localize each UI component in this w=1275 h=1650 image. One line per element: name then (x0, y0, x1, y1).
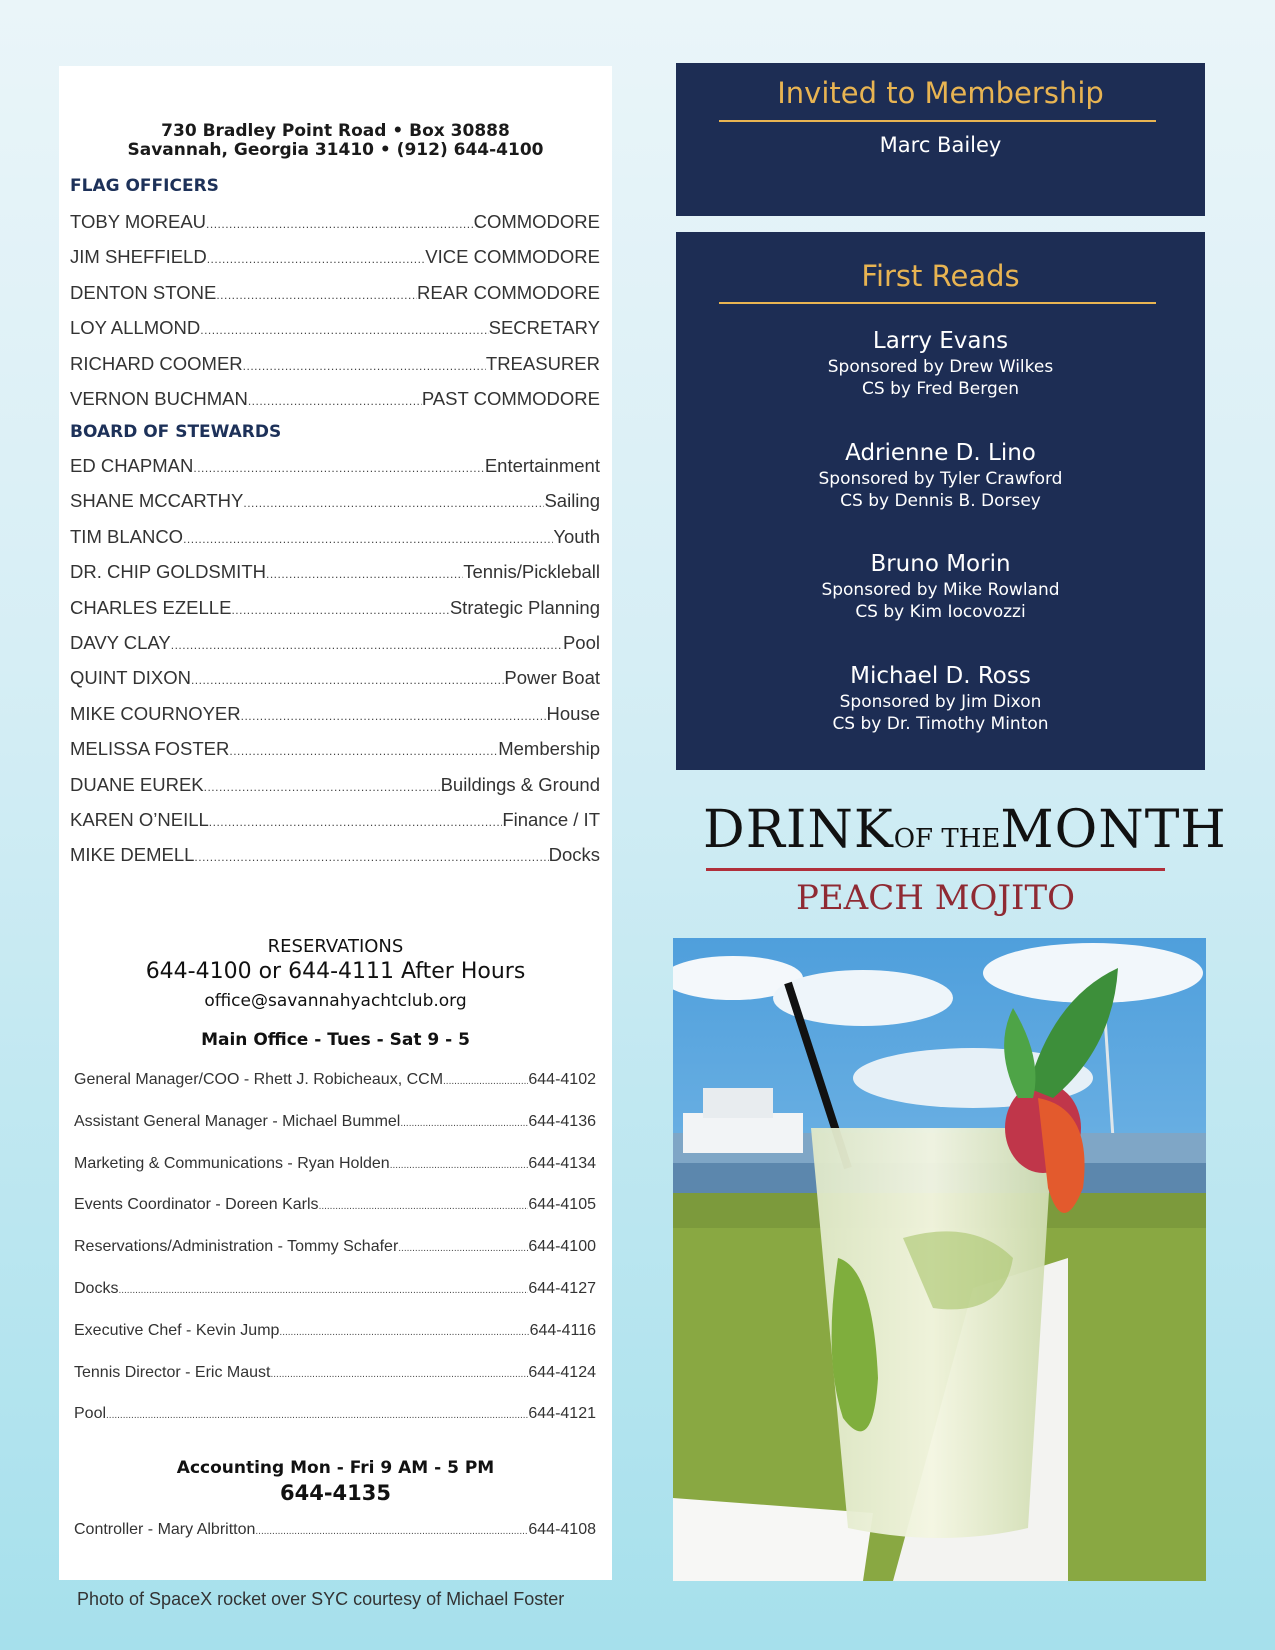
steward-row (70, 455, 600, 477)
leader-dots (271, 1369, 529, 1380)
steward-row-value: Entertainment (484, 455, 600, 476)
leader-dots (191, 673, 504, 687)
leader-dots (194, 850, 548, 864)
leader-dots (248, 394, 422, 408)
flag-officer-row (70, 246, 600, 268)
steward-row-value: Docks (548, 844, 600, 866)
leader-dots (443, 1076, 528, 1087)
leader-dots (207, 252, 426, 266)
flag-officer-row (70, 388, 600, 410)
staff-row (74, 1238, 596, 1256)
controller-row (74, 1521, 596, 1539)
staff-row-value: 644-4136 (528, 1112, 596, 1130)
flag-officer-row-value: REAR COMMODORE (417, 281, 600, 303)
controller-role: Controller - Mary Albritton (74, 1521, 256, 1538)
leader-dots (118, 1285, 528, 1296)
staff-row (74, 1364, 596, 1382)
steward-row-name: MIKE DEMELL (70, 844, 195, 866)
steward-row-value: Tennis/Pickleball (463, 561, 600, 583)
leader-dots (206, 217, 474, 231)
steward-row-name: DR. CHIP GOLDSMITH (70, 561, 266, 583)
first-read-cs: CS by Fred Bergen (862, 379, 1019, 399)
photo-credit: Photo of SpaceX rocket over SYC courtesy of Michael Foster (77, 1589, 565, 1609)
leader-dots (241, 709, 547, 723)
drink-name: PEACH MOJITO (795, 878, 1076, 918)
steward-row (70, 738, 600, 760)
leader-dots (209, 815, 503, 829)
staff-row-value: 644-4134 (528, 1154, 596, 1172)
staff-row-name: Tennis Director - Eric Maust (74, 1363, 271, 1381)
leader-dots (200, 323, 488, 337)
flag-officer-row (70, 353, 600, 375)
flag-officer-row-value: PAST COMMODORE (421, 388, 600, 409)
steward-row (70, 490, 600, 512)
drink-title-small: OF THE (893, 824, 1001, 854)
steward-row-value: Sailing (544, 490, 600, 512)
steward-row (70, 774, 600, 796)
staff-row (74, 1196, 596, 1214)
leader-dots (216, 288, 417, 302)
staff-row-name: Docks (74, 1280, 119, 1297)
peach-mojito-photo (673, 938, 1206, 1581)
staff-row-name: General Manager/COO - Rhett J. Robicheaux, CCM (74, 1071, 444, 1088)
steward-row-value: Power Boat (504, 667, 600, 689)
first-read-name: Larry Evans (872, 328, 1009, 354)
steward-row-name: DAVY CLAY (70, 632, 171, 653)
flag-officer-row-name: VERNON BUCHMAN (70, 388, 248, 409)
first-reads-box (676, 232, 1205, 770)
first-read-sponsor: Sponsored by Drew Wilkes (827, 357, 1054, 377)
steward-row (70, 667, 600, 689)
leader-dots (171, 638, 563, 652)
accounting-phone: 644-4135 (280, 1481, 391, 1505)
leader-dots (390, 1160, 529, 1171)
leader-dots (204, 780, 441, 794)
first-read-sponsor: Sponsored by Jim Dixon (839, 691, 1042, 712)
first-read-cs: CS by Kim Iocovozzi (855, 602, 1026, 622)
leader-dots (106, 1410, 528, 1421)
leader-dots (183, 532, 553, 546)
first-read-cs: CS by Dennis B. Dorsey (840, 490, 1041, 511)
steward-row-value: Pool (562, 632, 600, 653)
first-read-cs: CS by Dr. Timothy Minton (832, 713, 1049, 734)
first-read-name: Michael D. Ross (850, 662, 1031, 689)
steward-row-name: MELISSA FOSTER (70, 738, 230, 760)
staff-row-value: 644-4102 (528, 1071, 596, 1088)
staff-row (74, 1071, 596, 1089)
leader-dots (266, 567, 463, 581)
accounting-hours: Accounting Mon - Fri 9 AM - 5 PM (176, 1458, 495, 1478)
steward-row-value: Strategic Planning (449, 596, 600, 618)
flag-officer-row-name: DENTON STONE (70, 281, 217, 303)
staff-row-name: Marketing & Communications - Ryan Holden (74, 1154, 390, 1172)
membership-heading: Invited to Membership (777, 76, 1104, 110)
office-hours: Main Office - Tues - Sat 9 - 5 (201, 1030, 470, 1050)
first-read-sponsor: Sponsored by Mike Rowland (821, 580, 1060, 600)
staff-row-name: Assistant General Manager - Michael Bummel (74, 1112, 401, 1130)
steward-row-value: House (546, 702, 600, 724)
staff-row-name: Executive Chef - Kevin Jump (74, 1321, 280, 1339)
staff-row (74, 1405, 596, 1423)
board-of-stewards-heading: BOARD OF STEWARDS (70, 422, 282, 442)
staff-row (74, 1280, 596, 1298)
reservations-heading: RESERVATIONS (267, 936, 404, 957)
first-read-name: Adrienne D. Lino (845, 439, 1036, 466)
staff-row (74, 1155, 596, 1173)
staff-row-name: Pool (74, 1405, 107, 1423)
membership-rule (719, 120, 1156, 122)
steward-row (70, 844, 600, 866)
flag-officer-row-value: SECRETARY (488, 317, 600, 339)
flag-officer-row-value: COMMODORE (473, 211, 600, 232)
flag-officer-row-name: JIM SHEFFIELD (70, 246, 207, 268)
first-reads-rule (719, 302, 1156, 304)
steward-row-name: DUANE EUREK (70, 773, 204, 795)
steward-row-name: ED CHAPMAN (70, 455, 194, 476)
flag-officer-row (70, 211, 600, 233)
steward-row-name: CHARLES EZELLE (70, 596, 232, 618)
leader-dots (193, 461, 484, 475)
drink-title-word1: DRINK (703, 800, 894, 860)
leader-dots (243, 359, 486, 373)
staff-row-name: Events Coordinator - Doreen Karls (74, 1196, 319, 1214)
steward-row (70, 809, 600, 831)
flag-officer-row-value: VICE COMMODORE (425, 246, 600, 268)
steward-row (70, 632, 600, 654)
steward-row-name: MIKE COURNOYER (70, 702, 241, 724)
steward-row (70, 703, 600, 725)
club-address (59, 122, 612, 160)
staff-row-name: Reservations/Administration - Tommy Schafer (74, 1238, 399, 1256)
flag-officer-row-name: LOY ALLMOND (70, 317, 201, 339)
steward-row-value: Finance / IT (502, 809, 600, 830)
staff-row-value: 644-4121 (528, 1405, 596, 1423)
leader-dots (319, 1201, 529, 1212)
first-reads-heading: First Reads (861, 259, 1020, 293)
leader-dots (243, 496, 544, 510)
club-directory-panel (59, 66, 612, 1580)
member-name: Marc Bailey (879, 133, 1002, 157)
staff-row-value: 644-4127 (528, 1280, 596, 1297)
steward-row (70, 597, 600, 619)
staff-row-value: 644-4105 (528, 1196, 596, 1214)
photo-illustration (673, 938, 1206, 1581)
staff-row (74, 1113, 596, 1131)
leader-dots (231, 603, 449, 617)
flag-officer-row (70, 282, 600, 304)
reservations-email[interactable]: office@savannahyachtclub.org (204, 991, 467, 1011)
drink-title-rule (706, 868, 1165, 871)
staff-row (74, 1322, 596, 1340)
steward-row-value: Membership (498, 738, 600, 760)
flag-officer-row-value: TREASURER (485, 352, 600, 374)
leader-dots (400, 1118, 528, 1129)
first-read-name: Bruno Morin (870, 551, 1011, 577)
flag-officers-heading: FLAG OFFICERS (70, 176, 219, 196)
leader-dots (279, 1327, 529, 1338)
flag-officer-row-name: TOBY MOREAU (70, 211, 207, 232)
leader-dots (398, 1243, 528, 1254)
staff-row-value: 644-4124 (528, 1363, 596, 1381)
steward-row (70, 526, 600, 548)
flag-officer-row-name: RICHARD COOMER (70, 352, 243, 374)
leader-dots (255, 1526, 528, 1537)
reservations-phones: 644-4100 or 644-4111 After Hours (145, 959, 526, 984)
address-line-1: 730 Bradley Point Road • Box 30888 (161, 121, 510, 141)
steward-row-name: QUINT DIXON (70, 667, 191, 689)
steward-row-value: Buildings & Ground (440, 773, 600, 795)
drink-of-the-month-title (703, 800, 1227, 860)
staff-row-value: 644-4100 (528, 1238, 596, 1256)
steward-row (70, 561, 600, 583)
controller-phone: 644-4108 (528, 1521, 596, 1538)
drink-title-word2: MONTH (1000, 800, 1227, 860)
steward-row-value: Youth (553, 525, 600, 547)
address-line-2: Savannah, Georgia 31410 • (912) 644-4100 (127, 140, 544, 160)
first-read-sponsor: Sponsored by Tyler Crawford (818, 468, 1063, 489)
flag-officer-row (70, 317, 600, 339)
steward-row-name: KAREN O’NEILL (70, 809, 209, 830)
membership-box (676, 63, 1205, 216)
leader-dots (229, 744, 498, 758)
staff-row-value: 644-4116 (529, 1321, 596, 1339)
steward-row-name: SHANE MCCARTHY (70, 490, 244, 512)
steward-row-name: TIM BLANCO (70, 525, 184, 547)
